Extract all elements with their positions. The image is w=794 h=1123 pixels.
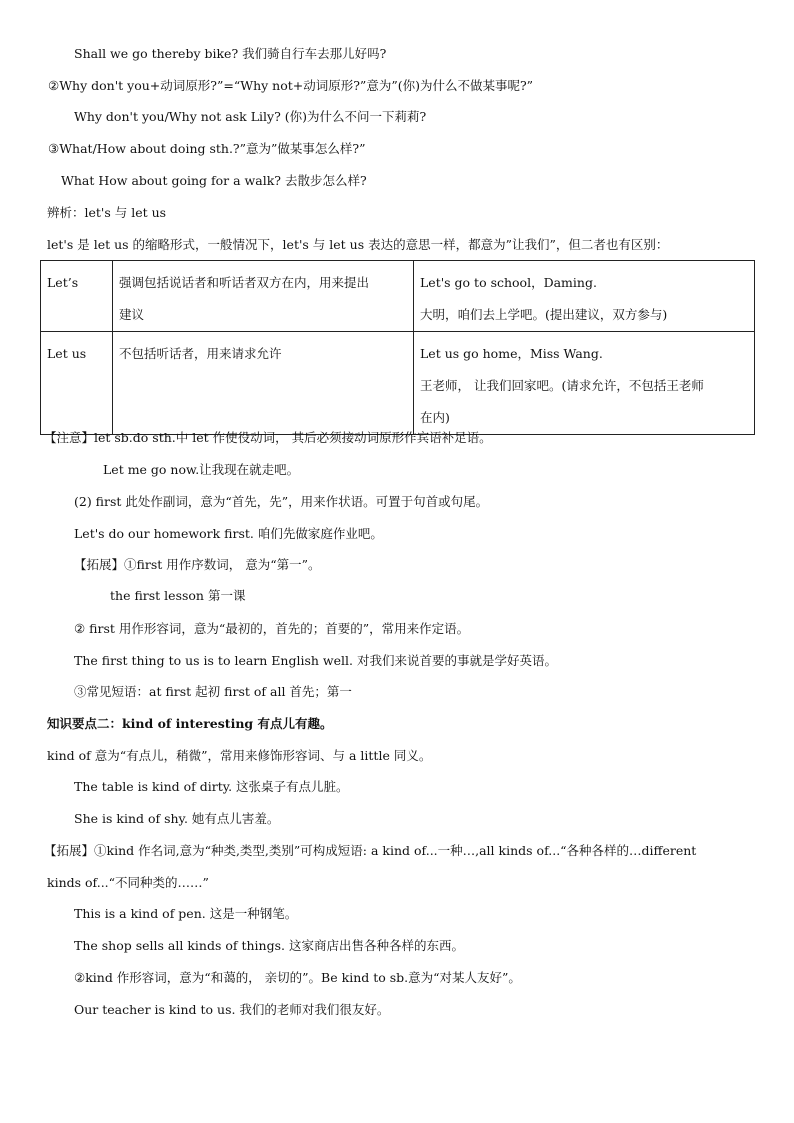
section-label: 辨析：let's 与 let us: [47, 205, 167, 220]
section-heading: 知识要点二：kind of interesting 有点儿有趣。: [47, 716, 333, 731]
table-cell-desc: [113, 332, 414, 435]
text-line: ②Why don't you+动词原形?”=“Why not+动词原形?”意为”(你)为什么不做某事呢?”: [48, 78, 534, 93]
text-line: Let me go now.让我现在就走吧。: [103, 462, 300, 477]
text-line: What How about going for a walk? 去散步怎么样?: [61, 173, 367, 188]
text-line: Let's do our homework first. 咱们先做家庭作业吧。: [74, 526, 383, 541]
note-line: 【注意】let sb.do sth.中 let 作使役动词， 其后必须接动词原形作宾语补足语。: [44, 430, 492, 445]
expand-line: 【拓展】①kind 作名词,意为“种类,类型,类别”可构成短语: a kind of...一种…,all kinds of...“各种各样的…different: [44, 843, 697, 858]
text-line: Shall we go thereby bike? 我们骑自行车去那儿好吗?: [74, 46, 387, 61]
cell-text: 不包括听话者，用来请求允许: [119, 346, 282, 361]
text-line: ②kind 作形容词，意为“和蔼的， 亲切的”。Be kind to sb.意为“对某人友好”。: [74, 970, 521, 985]
text-line: ③What/How about doing sth.?”意为”做某事怎么样?”: [48, 141, 366, 156]
text-line: She is kind of shy. 她有点儿害羞。: [74, 811, 280, 826]
cell-text: 强调包括说话者和听话者双方在内，用来提出: [119, 275, 370, 290]
cell-text: Let's go to school，Daming.: [420, 275, 597, 290]
cell-text: Let us go home，Miss Wang.: [420, 346, 603, 361]
text-line: ② first 用作形容词，意为“最初的，首先的；首要的”，常用来作定语。: [74, 621, 470, 636]
cell-text: 在内): [420, 410, 450, 425]
table-cell-desc: [113, 261, 414, 332]
text-line: ③常见短语：at first 起初 first of all 首先；第一: [74, 684, 352, 699]
text-line: The table is kind of dirty. 这张桌子有点儿脏。: [74, 779, 349, 794]
table-cell-example: [414, 332, 755, 435]
text-line: (2) first 此处作副词，意为“首先，先”，用来作状语。可置于句首或句尾。: [74, 494, 489, 509]
text-line: the first lesson 第一课: [110, 588, 246, 603]
text-line: kind of 意为“有点儿，稍微”，常用来修饰形容词、与 a little 同义。: [47, 748, 432, 763]
table-cell-term: Let’s: [41, 261, 113, 332]
table-row: [41, 261, 755, 332]
comparison-table: [40, 260, 755, 435]
table-cell-example: [414, 261, 755, 332]
table-cell-term: Let us: [41, 332, 113, 435]
text-line: This is a kind of pen. 这是一种钢笔。: [74, 906, 298, 921]
cell-text: 建议: [119, 307, 145, 322]
text-line: let's 是 let us 的缩略形式，一般情况下，let's 与 let us 表达的意思一样，都意为”让我们”，但二者也有区别：: [47, 237, 669, 252]
text-line: kinds of...“不同种类的……”: [47, 875, 209, 890]
text-line: The shop sells all kinds of things. 这家商店出售各种各样的东西。: [74, 938, 464, 953]
text-line: Our teacher is kind to us. 我们的老师对我们很友好。: [74, 1002, 390, 1017]
text-line: Why don't you/Why not ask Lily? (你)为什么不问一下莉莉?: [74, 109, 427, 124]
table-row: [41, 332, 755, 435]
expand-line: 【拓展】①first 用作序数词， 意为“第一”。: [74, 557, 321, 572]
cell-text: 王老师， 让我们回家吧。(请求允许，不包括王老师: [420, 378, 704, 393]
text-line: The first thing to us is to learn English well. 对我们来说首要的事就是学好英语。: [74, 653, 557, 668]
cell-text: 大明，咱们去上学吧。(提出建议，双方参与): [420, 307, 668, 322]
